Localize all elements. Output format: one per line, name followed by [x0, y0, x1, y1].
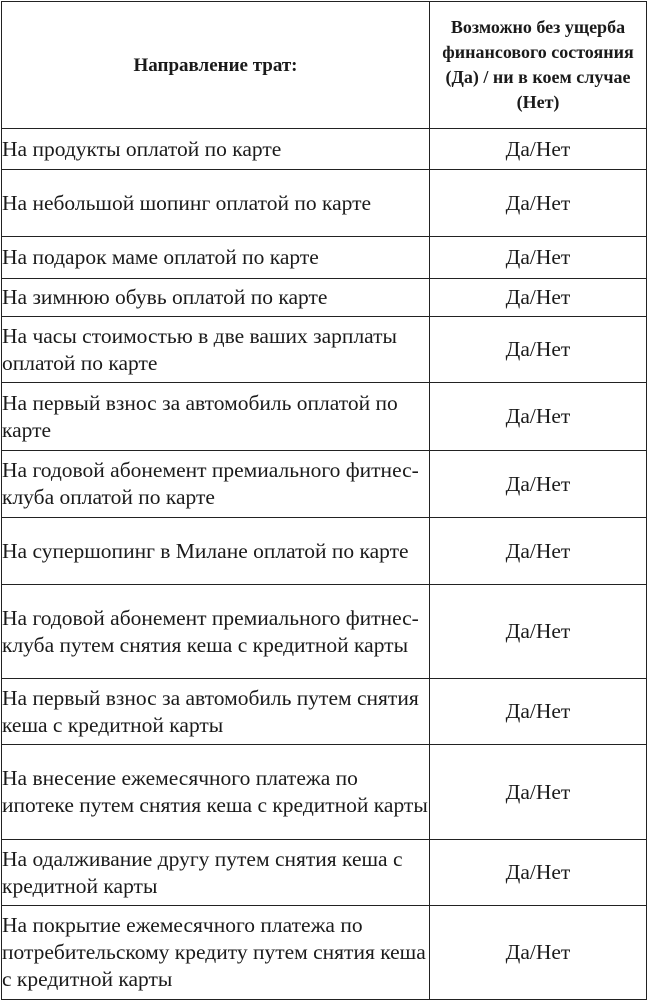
answer-cell: Да/Нет — [430, 745, 647, 840]
answer-cell: Да/Нет — [430, 679, 647, 745]
table-row — [2, 279, 647, 317]
table-row — [2, 170, 647, 237]
table-row — [2, 129, 647, 170]
table-row — [2, 237, 647, 279]
direction-cell: На подарок маме оплатой по карте — [2, 237, 430, 279]
direction-cell: На покрытие ежемесячного платежа по потребительскому кредиту путем снятия кеша с кредитной карты — [2, 906, 430, 1000]
answer-cell: Да/Нет — [430, 906, 647, 1000]
direction-cell: На первый взнос за автомобиль оплатой по карте — [2, 383, 430, 451]
direction-cell: На небольшой шопинг оплатой по карте — [2, 170, 430, 237]
answer-cell: Да/Нет — [430, 129, 647, 170]
table-row — [2, 840, 647, 906]
answer-cell: Да/Нет — [430, 317, 647, 383]
table-row — [2, 383, 647, 451]
direction-cell: На внесение ежемесячного платежа по ипотеке путем снятия кеша с кредитной карты — [2, 745, 430, 840]
table-row — [2, 585, 647, 679]
table-row — [2, 745, 647, 840]
direction-cell: На годовой абонемент премиального фитнес-клуба путем снятия кеша с кредитной карты — [2, 585, 430, 679]
table-row — [2, 451, 647, 518]
answer-cell: Да/Нет — [430, 840, 647, 906]
direction-cell: На часы стоимостью в две ваших зарплаты оплатой по карте — [2, 317, 430, 383]
direction-cell: На одалживание другу путем снятия кеша с кредитной карты — [2, 840, 430, 906]
direction-cell: На зимнюю обувь оплатой по карте — [2, 279, 430, 317]
answer-cell: Да/Нет — [430, 383, 647, 451]
direction-cell: На годовой абонемент премиального фитнес-клуба оплатой по карте — [2, 451, 430, 518]
direction-cell: На первый взнос за автомобиль путем снятия кеша с кредитной карты — [2, 679, 430, 745]
header-row — [2, 2, 647, 129]
direction-cell: На супершопинг в Милане оплатой по карте — [2, 518, 430, 585]
table-row — [2, 518, 647, 585]
answer-cell: Да/Нет — [430, 518, 647, 585]
answer-header: Возможно без ущерба финансового состояния (Да) / ни в коем случае (Нет) — [430, 2, 647, 129]
answer-cell: Да/Нет — [430, 170, 647, 237]
answer-cell: Да/Нет — [430, 279, 647, 317]
answer-cell: Да/Нет — [430, 585, 647, 679]
table-row — [2, 906, 647, 1000]
spending-table — [1, 1, 647, 1000]
answer-cell: Да/Нет — [430, 451, 647, 518]
direction-header: Направление трат: — [2, 2, 430, 129]
answer-cell: Да/Нет — [430, 237, 647, 279]
table-row — [2, 679, 647, 745]
table-row — [2, 317, 647, 383]
direction-cell: На продукты оплатой по карте — [2, 129, 430, 170]
